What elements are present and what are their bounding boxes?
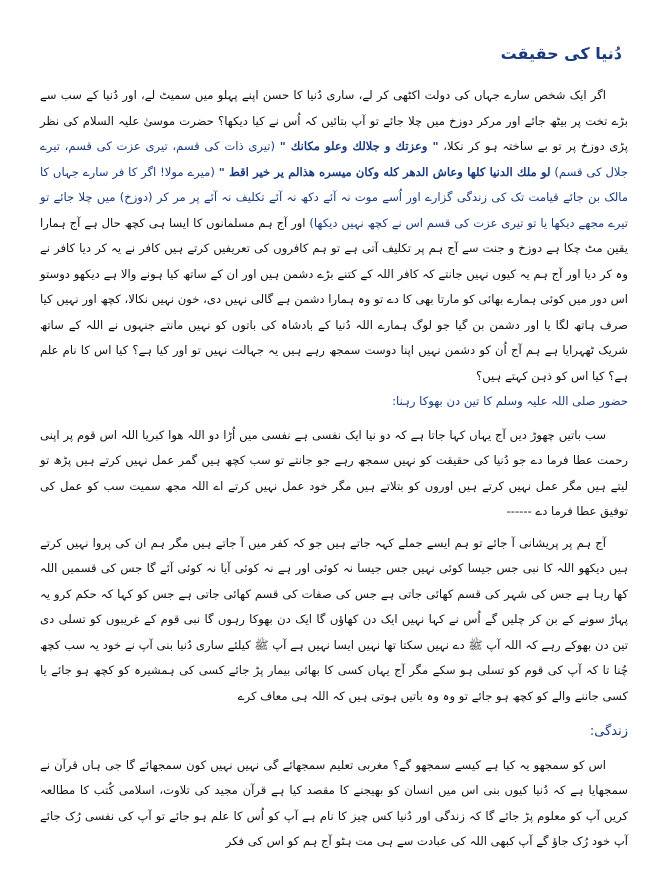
translation-segment: (میرے مولا! اگر کا فر سارے جہاں کا مالک بن جائے قیامت تک کی زندگی گزارے اور اُسے موت نہ آئے دکھ نہ آئے تکلیف نہ آئے پر مر کر (دوزخ) میں چلا جائے تو تیرے مجھے دیکھا یا تو تیری عزت کی قسم اس نے کچھ نہیں دیکھا)	[40, 164, 629, 230]
paragraph-life	[40, 753, 628, 855]
text-segment: اور آج ہم مسلمانوں کا ایسا ہی کچھ حال ہے آج ہمارا یقین مٹ چکا ہے دوزخ و جنت سے آج ہم پر تکلیف آتی ہے تو ہم کافروں کی تعریفیں کرتے ہیں کافر نے یہ کر دیا کافر نے وہ کر دیا اور آج ہم یہ کیوں نہیں جانتے کہ کافر اللہ کے کتنے بڑے دشمن ہیں اور ان کے ساتھ کیا ہونے والا ہے دیکھو دوستو اس دور میں کوئی ہمارے بھائی کو مارتا بھی کا دے تو وہ ہمارا دشمن ہے گالی نہیں دی، خون نہیں نکالا، کچھ اور نہیں کیا صرف ہاتھ لگا یا اور دشمن بن گیا جو لوگ ہمارے اللہ دُنیا کے بادشاہ کی باتوں کو نہیں مانتے جنہوں نے اللہ کے ساتھ شریک ٹھہرایا ہے ہم آج اُن کو دشمن نہیں اپنا دوست سمجھ رہے ہیں یہ جہالت نہیں تو اور کیا ہے؟ کیا اس کا نام علم ہے؟ کیا اس کو ذہن کہتے ہیں؟	[40, 215, 628, 383]
text-segment: سب باتیں چھوڑ دیں آج یہاں کہا جاتا ہے کہ دو نیا ایک نفسی ہے نفسی میں اُڑا دو اللہ ھوا کبریا اللہ اس قوم پر اپنی رحمت عطا فرما دے جو دُنیا کی حقیقت کو نہیں سمجھ رہے جو جانتے تو سب کچھ ہیں گمر عمل نہیں کرتے ہیں پڑھ تو لیتے ہیں مگر عمل نہیں کرتے ہیں اوروں کو بتلاتے ہیں مگر خود عمل نہیں کرتے اے اللہ مجھ سمیت سب کو عمل کی توفیق عطا فرما دے ------	[40, 427, 628, 518]
paragraph-intro	[40, 83, 628, 389]
text-segment: آج ہم پر پریشانی آ جائے تو ہم ایسے جملے کہہ جاتے ہیں جو کہ کفر میں آ جاتے ہیں مگر ہم ان کی پروا نہیں کرتے ہیں دیکھو اللہ کا نبی جس جیسا کوئی نہیں جس جیسا نہ کوئی اور ہے نہ کوئی آیا نہ کوئی آئے گا جس کی قسمیں اللہ کھا رہا ہے جس کی شہر کی قسم کھائی جاتی ہے جس کی صفات کی قسم کھائی جاتی ہے جس کو کہا کہ حکم کرو یہ پہاڑ سونے کے بن کر چلیں گے اُس نے کہا نہیں ایک دن کھاؤں گا ایک دن بھوکا رہوں گا نبی قوم کے غریبوں کو تسلی دی تین دن بھوکے رہے کہ اللہ آپ ﷺ دے نہیں سکتا تھا نہیں ایسا نہیں ہے آپ ﷺ کیلئے ساری دُنیا بنی آپ نے خود یہ سب کچھ چُنا تا کہ آپ کی قوم کو تسلی ہو سکے مگر آج یہاں کسی کا بھائی بیمار پڑ جائے کسی کی ہمشیرہ کو کچھ ہو جائے یا کسی جاننے والے کو کچھ ہو جائے تو وہ وہ باتیں ہوتی ہیں کہ اللہ ہی معاف کرے	[40, 535, 628, 703]
section-heading: حضور صلی اللہ علیہ وسلم کا تین دن بھوکا رہنا:	[392, 394, 628, 408]
translation-segment: (تیری ذات کی قسم، تیری عزت کی قسم، تیرے جلال کی قسم)	[40, 139, 628, 179]
page-title: دُنیا کی حقیقت	[500, 44, 622, 63]
text-segment: اس کو سمجھو یہ کیا ہے کیسے سمجھو گے؟ مغربی تعلیم سمجھائے گی نہیں نہیں کون سمجھائے گا جی ہاں قرآن نے سمجھایا ہے کہ دُنیا کیوں بنی اس میں انسان کو بھیجنے کا مقصد کیا ہے قرآن مجید کی تلاوت، اسلامی کُتب کا مطالعہ کریں آپ کو معلوم پڑ جائے گا کہ زندگی اور دُنیا کس چیز کا نام ہے آپ کو اُس کا علم ہو جائے تو آپ کی نفسی رُک جائے آپ خود رُک جاؤ گے آپ کبھی اللہ کی عبادت سے ہی مت ہٹو آج ہم کو اس کی فکر	[40, 757, 628, 848]
arabic-quote: لو ملك الدنيا كلها وعاش الدهر كله وكان ميسره هذالم ير خير اقط "	[218, 164, 551, 179]
arabic-quote: " وعزتك و جلالك وعلو مكانك "	[279, 139, 439, 153]
text-segment: اگر ایک شخص سارے جہاں کی دولت اکٹھی کر لے، ساری دُنیا کا حسن اپنے پہلو میں سمیٹ لے، اور دُنیا کے سب سے بڑے تخت پر بیٹھ جائے اور مرکر دوزخ میں چلا جائے تو آپ بتائیں کہ اُس نے کیا دیکھا؟ حضرت موسیٰ علیہ السلام کی نظر پڑی دوزخ پر تو بے ساختہ ہو کر نکلا،	[40, 88, 629, 153]
section-heading: زندگی:	[589, 724, 628, 739]
paragraph-section-two	[40, 423, 628, 710]
